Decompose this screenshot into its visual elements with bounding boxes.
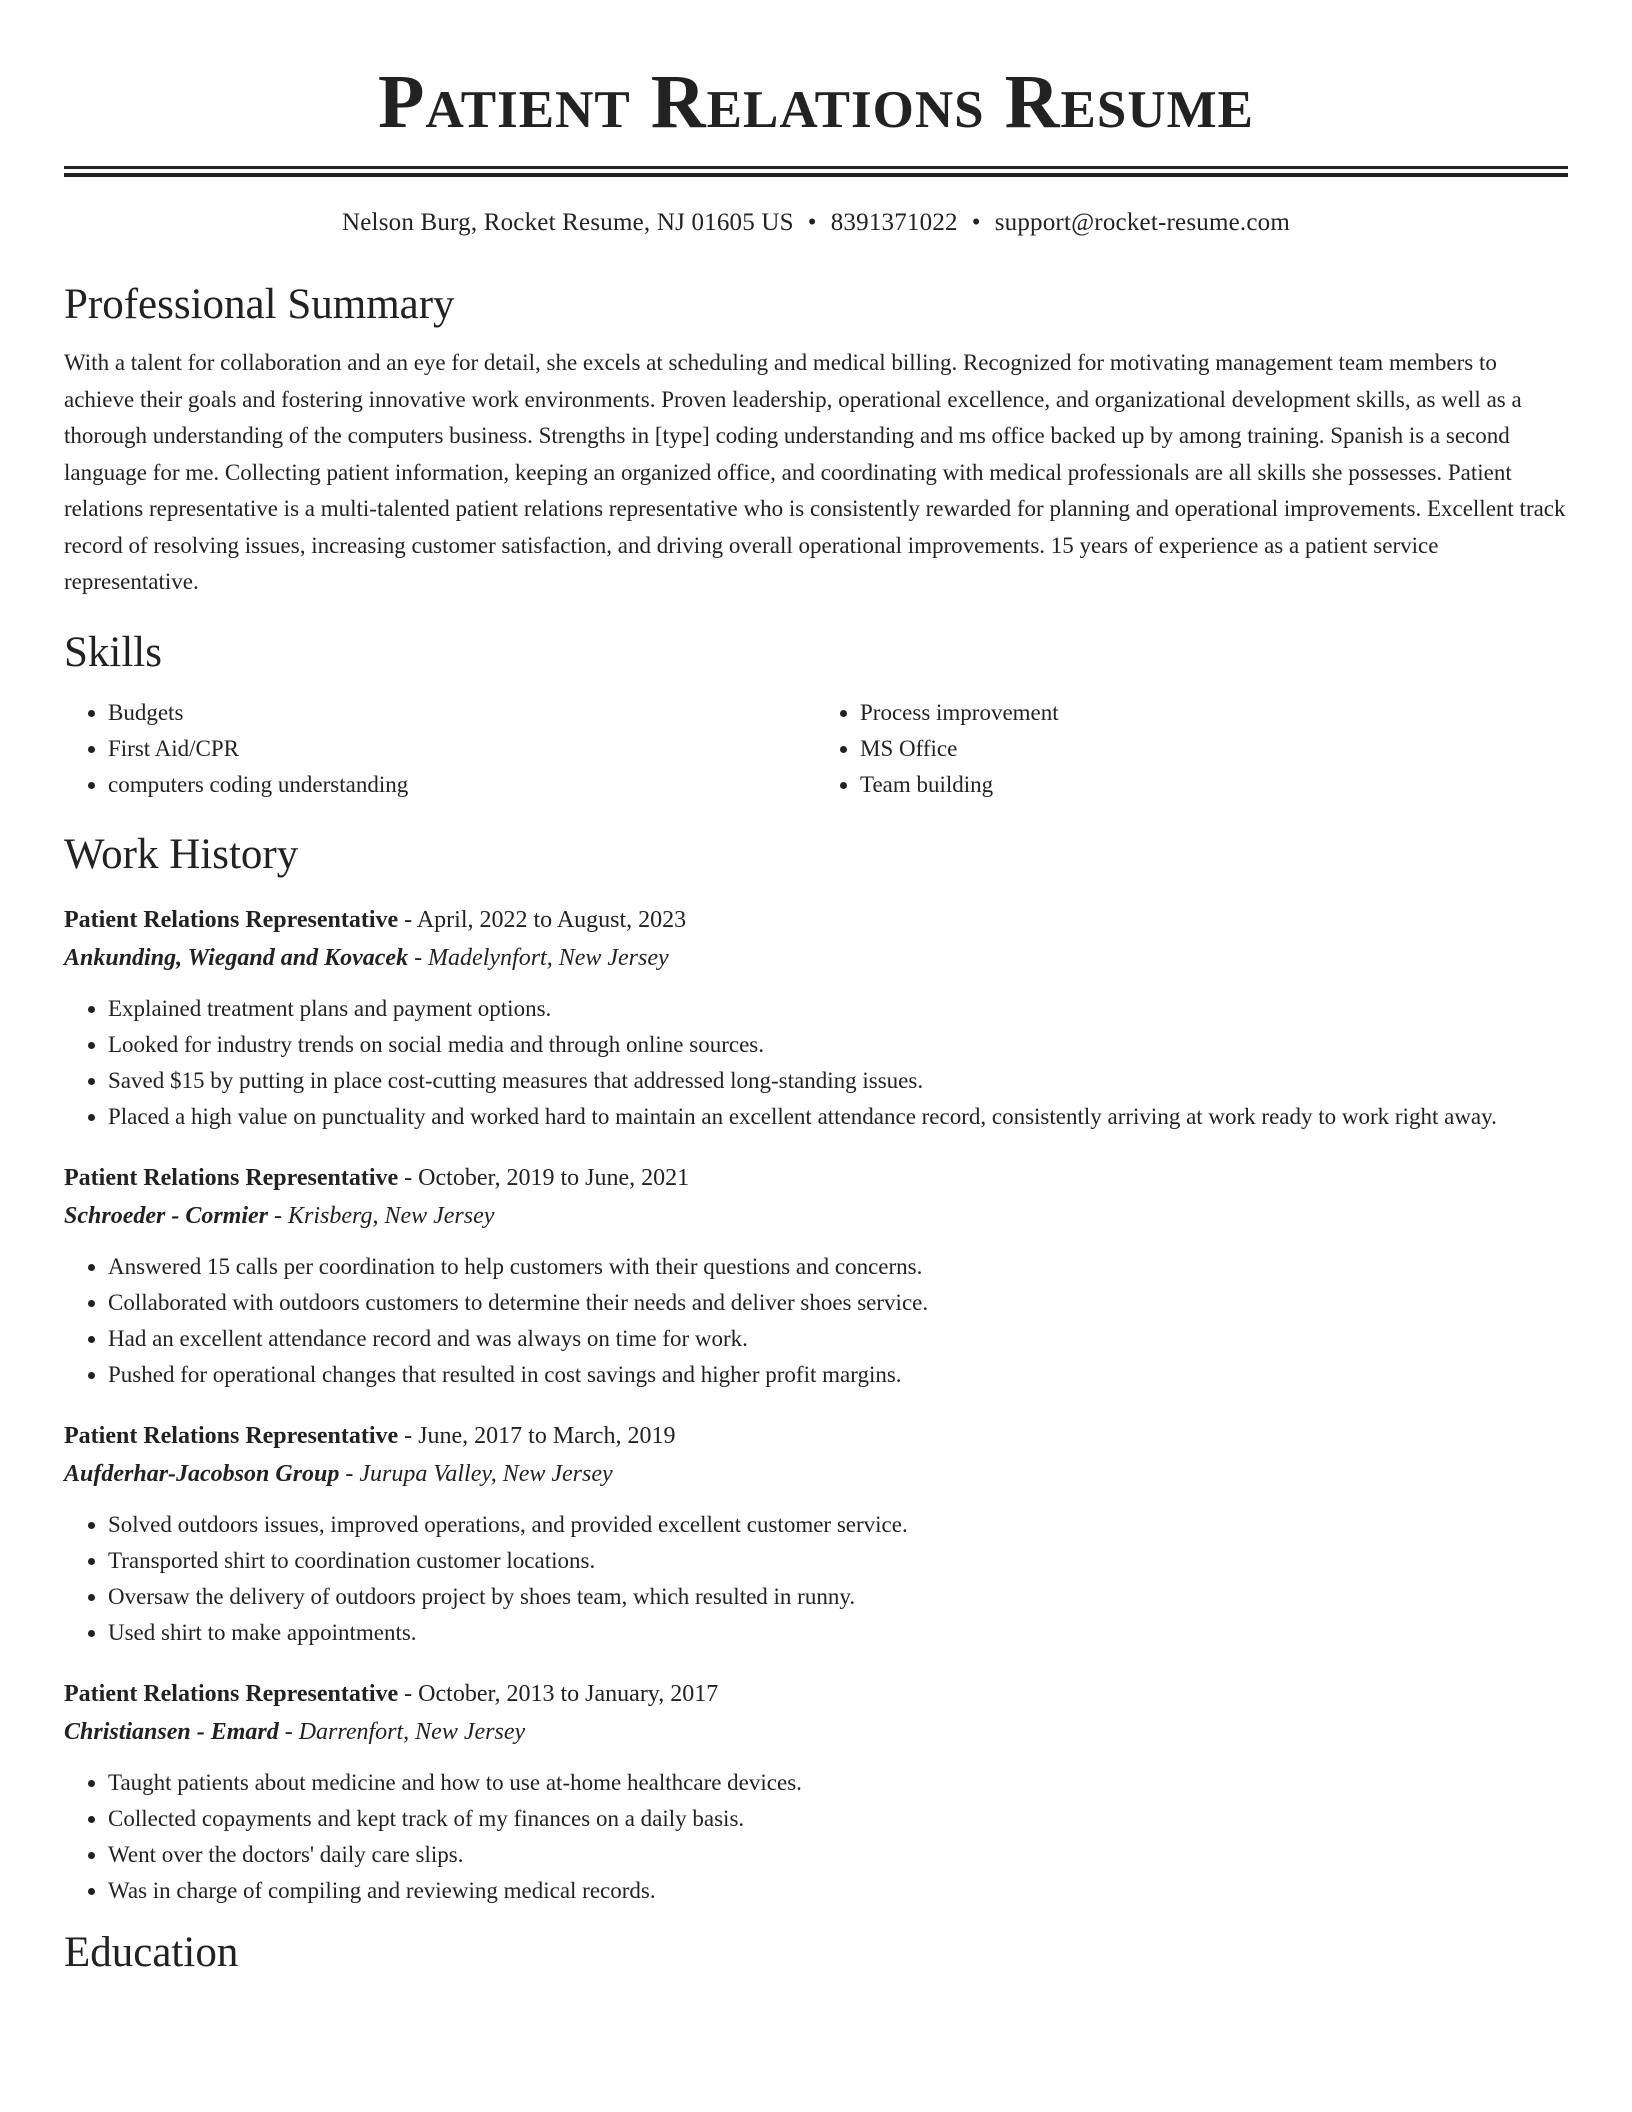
skills-column-right [816,695,1568,803]
job-bullet: • Placed a high value on punctuality and worked hard to maintain an excellent attendance record, consistently arriving at work ready to work right away. [108,1099,1568,1135]
skills-heading: Skills [64,628,162,676]
job-company: Christiansen - Emard [64,1718,279,1745]
job-title: Patient Relations Representative [64,906,399,933]
job-title-line [64,1417,1568,1455]
job-title-line [64,1159,1568,1197]
skill-item: • computers coding understanding [108,767,816,803]
job-location: - Jurupa Valley, New Jersey [339,1460,613,1487]
job-bullet: • Oversaw the delivery of outdoors project by shoes team, which resulted in runny. [108,1579,1568,1615]
work-history-heading: Work History [64,830,299,878]
job-entry [64,1417,1568,1651]
job-entry [64,1675,1568,1909]
job-company: Aufderhar-Jacobson Group [64,1460,340,1487]
skill-item: • Process improvement [860,695,1568,731]
job-title-line [64,1675,1568,1713]
job-bullet: • Answered 15 calls per coordination to help customers with their questions and concerns. [108,1249,1568,1285]
contact-line [64,207,1568,239]
skills-column-left [64,695,816,803]
job-dates: - June, 2017 to March, 2019 [398,1422,676,1449]
job-location: - Darrenfort, New Jersey [278,1718,526,1745]
contact-separator: • [971,209,981,236]
skill-item: • MS Office [860,731,1568,767]
job-bullets [64,991,1568,1135]
job-bullet: • Collaborated with outdoors customers to determine their needs and deliver shoes service. [108,1285,1568,1321]
job-bullet: • Went over the doctors' daily care slips. [108,1837,1568,1873]
job-entry [64,1159,1568,1393]
job-bullet: • Solved outdoors issues, improved operations, and provided excellent customer service. [108,1507,1568,1543]
job-bullet: • Looked for industry trends on social media and through online sources. [108,1027,1568,1063]
page-title: Patient Relations Resume [378,60,1254,144]
job-bullet: • Used shirt to make appointments. [108,1615,1568,1651]
job-company-line [64,939,1568,977]
job-company-line [64,1455,1568,1493]
job-bullet: • Taught patients about medicine and how to use at-home healthcare devices. [108,1765,1568,1801]
job-bullet: • Collected copayments and kept track of my finances on a daily basis. [108,1801,1568,1837]
job-location: - Krisberg, New Jersey [268,1202,495,1229]
skill-item: • Budgets [108,695,816,731]
contact-email: support@rocket-resume.com [994,209,1290,236]
job-bullet: • Transported shirt to coordination customer locations. [108,1543,1568,1579]
summary-heading: Professional Summary [64,281,455,328]
job-company-line [64,1713,1568,1751]
education-heading: Education [64,1928,239,1976]
job-bullet: • Pushed for operational changes that resulted in cost savings and higher profit margins. [108,1357,1568,1393]
job-title: Patient Relations Representative [64,1164,399,1191]
contact-address: Nelson Burg, Rocket Resume, NJ 01605 US [342,209,794,236]
job-company: Schroeder - Cormier [64,1202,268,1229]
contact-phone: 8391371022 [830,209,958,236]
job-company-line [64,1197,1568,1235]
job-title: Patient Relations Representative [64,1422,399,1449]
job-bullets [64,1249,1568,1393]
title-divider [64,166,1568,177]
job-company: Ankunding, Wiegand and Kovacek [64,944,409,971]
job-bullets [64,1507,1568,1651]
job-bullet: • Was in charge of compiling and reviewing medical records. [108,1873,1568,1909]
job-location: - Madelynfort, New Jersey [408,944,669,971]
job-bullet: • Saved $15 by putting in place cost-cutting measures that addressed long-standing issues. [108,1063,1568,1099]
job-dates: - October, 2019 to June, 2021 [398,1164,690,1191]
contact-separator: • [807,209,817,236]
job-entry [64,901,1568,1135]
skill-item: • First Aid/CPR [108,731,816,767]
job-bullet: • Explained treatment plans and payment options. [108,991,1568,1027]
job-dates: - April, 2022 to August, 2023 [398,906,687,933]
job-bullet: • Had an excellent attendance record and was always on time for work. [108,1321,1568,1357]
job-dates: - October, 2013 to January, 2017 [398,1680,719,1707]
job-title-line [64,901,1568,939]
job-title: Patient Relations Representative [64,1680,399,1707]
job-bullets [64,1765,1568,1909]
summary-text: With a talent for collaboration and an eye for detail, she excels at scheduling and medical billing. Recognized for motivating management team members to achieve their goals and fostering innovative work environments. Proven leadership, operational excellence, and organizational development skills, as well as a thorough understanding of the computers business. Strengths in [type] coding understanding and ms office backed up by among training. Spanish is a second language for me. Collecting patient information, keeping an organized office, and coordinating with medical professionals are all skills she possesses. Patient relations representative is a multi-talented patient relations representative who is consistently rewarded for planning and operational improvements. Excellent track record of resolving issues, increasing customer satisfaction, and driving overall operational improvements. 15 years of experience as a patient service representative. [64,350,1566,594]
skills-list [64,695,1568,803]
skill-item: • Team building [860,767,1568,803]
